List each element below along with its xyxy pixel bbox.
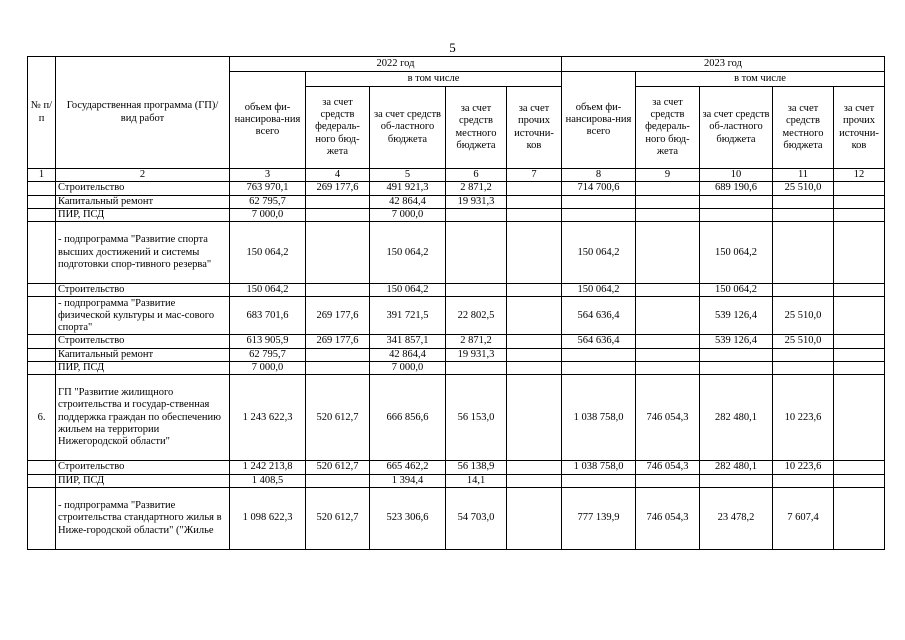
row-number: 6.: [28, 375, 56, 461]
table-row: [28, 195, 885, 208]
table-row: [28, 461, 885, 474]
row-value: [446, 208, 507, 221]
table-row: [28, 222, 885, 284]
table-row: [28, 297, 885, 335]
row-value: [306, 208, 370, 221]
col-number: 3: [230, 169, 306, 182]
row-name: ПИР, ПСД: [56, 208, 230, 221]
row-value: 665 462,2: [370, 461, 446, 474]
row-value: [636, 222, 700, 284]
row-value: [834, 208, 885, 221]
col-number: 9: [636, 169, 700, 182]
row-value: [306, 222, 370, 284]
table-row: [28, 487, 885, 549]
row-value: 282 480,1: [700, 461, 773, 474]
row-number: [28, 362, 56, 375]
row-value: [773, 195, 834, 208]
row-number: [28, 284, 56, 297]
row-value: 746 054,3: [636, 461, 700, 474]
row-value: 1 243 622,3: [230, 375, 306, 461]
row-value: [834, 348, 885, 361]
row-value: 564 636,4: [562, 297, 636, 335]
row-value: 714 700,6: [562, 182, 636, 195]
row-value: 689 190,6: [700, 182, 773, 195]
row-value: 150 064,2: [562, 222, 636, 284]
row-value: [507, 474, 562, 487]
row-number: [28, 222, 56, 284]
row-value: [507, 222, 562, 284]
row-value: 746 054,3: [636, 375, 700, 461]
row-name: ГП "Развитие жилищного строительства и государ-ственная поддержка граждан по обеспечению жильем на территории Нижегородской области": [56, 375, 230, 461]
row-value: 54 703,0: [446, 487, 507, 549]
row-value: [700, 208, 773, 221]
row-value: [834, 182, 885, 195]
row-name: Строительство: [56, 182, 230, 195]
row-value: [507, 461, 562, 474]
row-value: [562, 474, 636, 487]
row-value: [446, 284, 507, 297]
row-number: [28, 208, 56, 221]
row-number: [28, 195, 56, 208]
row-value: [636, 284, 700, 297]
row-value: 777 139,9: [562, 487, 636, 549]
row-value: 269 177,6: [306, 182, 370, 195]
table-row: [28, 208, 885, 221]
row-value: [306, 348, 370, 361]
row-value: [446, 362, 507, 375]
page-number: 5: [449, 40, 456, 55]
row-name: Капитальный ремонт: [56, 348, 230, 361]
row-value: [446, 222, 507, 284]
row-value: [834, 362, 885, 375]
header-year-2023: 2023 год: [562, 57, 885, 72]
row-value: [834, 375, 885, 461]
row-value: 10 223,6: [773, 461, 834, 474]
row-value: 666 856,6: [370, 375, 446, 461]
header-num: № п/п: [28, 57, 56, 169]
col-number: 4: [306, 169, 370, 182]
row-value: 150 064,2: [700, 222, 773, 284]
row-value: 2 871,2: [446, 182, 507, 195]
row-name: Строительство: [56, 335, 230, 348]
row-value: [562, 195, 636, 208]
table-row: [28, 474, 885, 487]
col-number: 5: [370, 169, 446, 182]
header-reg-2023: за счет средств об-ластного бюджета: [700, 87, 773, 169]
row-value: 7 607,4: [773, 487, 834, 549]
header-program: Государственная программа (ГП)/ вид работ: [56, 57, 230, 169]
row-value: 56 138,9: [446, 461, 507, 474]
row-value: 1 098 622,3: [230, 487, 306, 549]
table-row: [28, 375, 885, 461]
row-number: [28, 335, 56, 348]
row-value: [773, 208, 834, 221]
row-value: [834, 474, 885, 487]
col-number: 8: [562, 169, 636, 182]
row-value: [562, 348, 636, 361]
header-total-2023: объем фи-нансирова-ния всего: [562, 72, 636, 169]
row-value: [636, 335, 700, 348]
row-value: 539 126,4: [700, 335, 773, 348]
row-value: 25 510,0: [773, 335, 834, 348]
financing-table: [27, 56, 885, 550]
table-row: [28, 348, 885, 361]
col-number: 12: [834, 169, 885, 182]
row-value: 42 864,4: [370, 195, 446, 208]
row-value: 25 510,0: [773, 297, 834, 335]
row-value: 19 931,3: [446, 348, 507, 361]
col-number: 6: [446, 169, 507, 182]
row-value: [507, 375, 562, 461]
row-value: 25 510,0: [773, 182, 834, 195]
row-value: 523 306,6: [370, 487, 446, 549]
row-value: [700, 195, 773, 208]
row-value: [562, 208, 636, 221]
row-number: [28, 461, 56, 474]
row-value: [834, 222, 885, 284]
row-value: [834, 195, 885, 208]
row-value: 391 721,5: [370, 297, 446, 335]
col-number: 1: [28, 169, 56, 182]
row-value: 564 636,4: [562, 335, 636, 348]
row-value: 269 177,6: [306, 335, 370, 348]
header-incl-2022: в том числе: [306, 72, 562, 87]
row-value: [636, 297, 700, 335]
row-value: [773, 474, 834, 487]
row-value: 746 054,3: [636, 487, 700, 549]
row-value: [636, 474, 700, 487]
row-value: 1 394,4: [370, 474, 446, 487]
row-value: [636, 348, 700, 361]
row-value: 62 795,7: [230, 348, 306, 361]
header-total-2022: объем фи-нансирова-ния всего: [230, 72, 306, 169]
row-value: 23 478,2: [700, 487, 773, 549]
row-value: 62 795,7: [230, 195, 306, 208]
table-row: [28, 284, 885, 297]
col-number: 2: [56, 169, 230, 182]
row-value: [507, 487, 562, 549]
table-row: [28, 182, 885, 195]
row-value: [636, 182, 700, 195]
header-loc-2023: за счет средств местного бюджета: [773, 87, 834, 169]
row-value: [507, 195, 562, 208]
row-number: [28, 348, 56, 361]
row-value: 7 000,0: [230, 362, 306, 375]
row-value: 683 701,6: [230, 297, 306, 335]
row-value: 520 612,7: [306, 487, 370, 549]
row-name: ПИР, ПСД: [56, 362, 230, 375]
row-value: [700, 474, 773, 487]
row-value: [773, 222, 834, 284]
row-value: 341 857,1: [370, 335, 446, 348]
row-value: 520 612,7: [306, 461, 370, 474]
row-value: 1 408,5: [230, 474, 306, 487]
row-value: 1 242 213,8: [230, 461, 306, 474]
row-value: 1 038 758,0: [562, 461, 636, 474]
row-value: 10 223,6: [773, 375, 834, 461]
row-value: [562, 362, 636, 375]
header-fed-2023: за счет средств федераль-ного бюд-жета: [636, 87, 700, 169]
row-value: [773, 284, 834, 297]
row-number: [28, 474, 56, 487]
row-name: ПИР, ПСД: [56, 474, 230, 487]
row-value: [306, 474, 370, 487]
row-value: [773, 362, 834, 375]
row-value: 763 970,1: [230, 182, 306, 195]
col-number: 10: [700, 169, 773, 182]
row-name: - подпрограмма "Развитие строительства стандартного жилья в Ниже-городской области" ("Жилье: [56, 487, 230, 549]
header-year-2022: 2022 год: [230, 57, 562, 72]
header-fed-2022: за счет средств федераль-ного бюд-жета: [306, 87, 370, 169]
row-name: - подпрограмма "Развитие физической культуры и мас-сового спорта": [56, 297, 230, 335]
row-value: [700, 348, 773, 361]
header-oth-2022: за счет прочих источни-ков: [507, 87, 562, 169]
row-name: Строительство: [56, 284, 230, 297]
row-name: Строительство: [56, 461, 230, 474]
row-value: 491 921,3: [370, 182, 446, 195]
row-value: 150 064,2: [700, 284, 773, 297]
row-value: [507, 348, 562, 361]
row-value: 14,1: [446, 474, 507, 487]
column-numbers-row: [28, 169, 885, 182]
row-value: [507, 284, 562, 297]
row-value: [700, 362, 773, 375]
row-number: [28, 297, 56, 335]
row-value: [507, 362, 562, 375]
row-value: [507, 182, 562, 195]
table-row: [28, 362, 885, 375]
row-value: 282 480,1: [700, 375, 773, 461]
row-value: [507, 297, 562, 335]
row-value: 56 153,0: [446, 375, 507, 461]
row-value: 613 905,9: [230, 335, 306, 348]
row-value: [834, 335, 885, 348]
row-value: 7 000,0: [370, 362, 446, 375]
col-number: 11: [773, 169, 834, 182]
row-value: 7 000,0: [370, 208, 446, 221]
row-name: - подпрограмма "Развитие спорта высших достижений и системы подготовки спор-тивного резерва": [56, 222, 230, 284]
row-value: [773, 348, 834, 361]
row-value: 150 064,2: [230, 222, 306, 284]
row-value: 7 000,0: [230, 208, 306, 221]
row-value: [834, 297, 885, 335]
header-incl-2023: в том числе: [636, 72, 885, 87]
row-value: 150 064,2: [562, 284, 636, 297]
row-value: 2 871,2: [446, 335, 507, 348]
row-value: 269 177,6: [306, 297, 370, 335]
row-number: [28, 182, 56, 195]
row-value: [306, 284, 370, 297]
row-number: [28, 487, 56, 549]
row-value: [636, 195, 700, 208]
row-value: [636, 362, 700, 375]
row-value: 150 064,2: [230, 284, 306, 297]
row-value: 19 931,3: [446, 195, 507, 208]
row-value: 22 802,5: [446, 297, 507, 335]
row-value: [306, 195, 370, 208]
table-row: [28, 335, 885, 348]
row-value: [507, 208, 562, 221]
row-value: [834, 487, 885, 549]
row-value: [306, 362, 370, 375]
col-number: 7: [507, 169, 562, 182]
header-reg-2022: за счет средств об-ластного бюджета: [370, 87, 446, 169]
row-name: Капитальный ремонт: [56, 195, 230, 208]
row-value: [834, 284, 885, 297]
row-value: [834, 461, 885, 474]
row-value: 520 612,7: [306, 375, 370, 461]
row-value: 539 126,4: [700, 297, 773, 335]
row-value: 150 064,2: [370, 284, 446, 297]
header-oth-2023: за счет прочих источни-ков: [834, 87, 885, 169]
row-value: 150 064,2: [370, 222, 446, 284]
header-loc-2022: за счет средств местного бюджета: [446, 87, 507, 169]
row-value: 1 038 758,0: [562, 375, 636, 461]
row-value: [507, 335, 562, 348]
row-value: 42 864,4: [370, 348, 446, 361]
row-value: [636, 208, 700, 221]
